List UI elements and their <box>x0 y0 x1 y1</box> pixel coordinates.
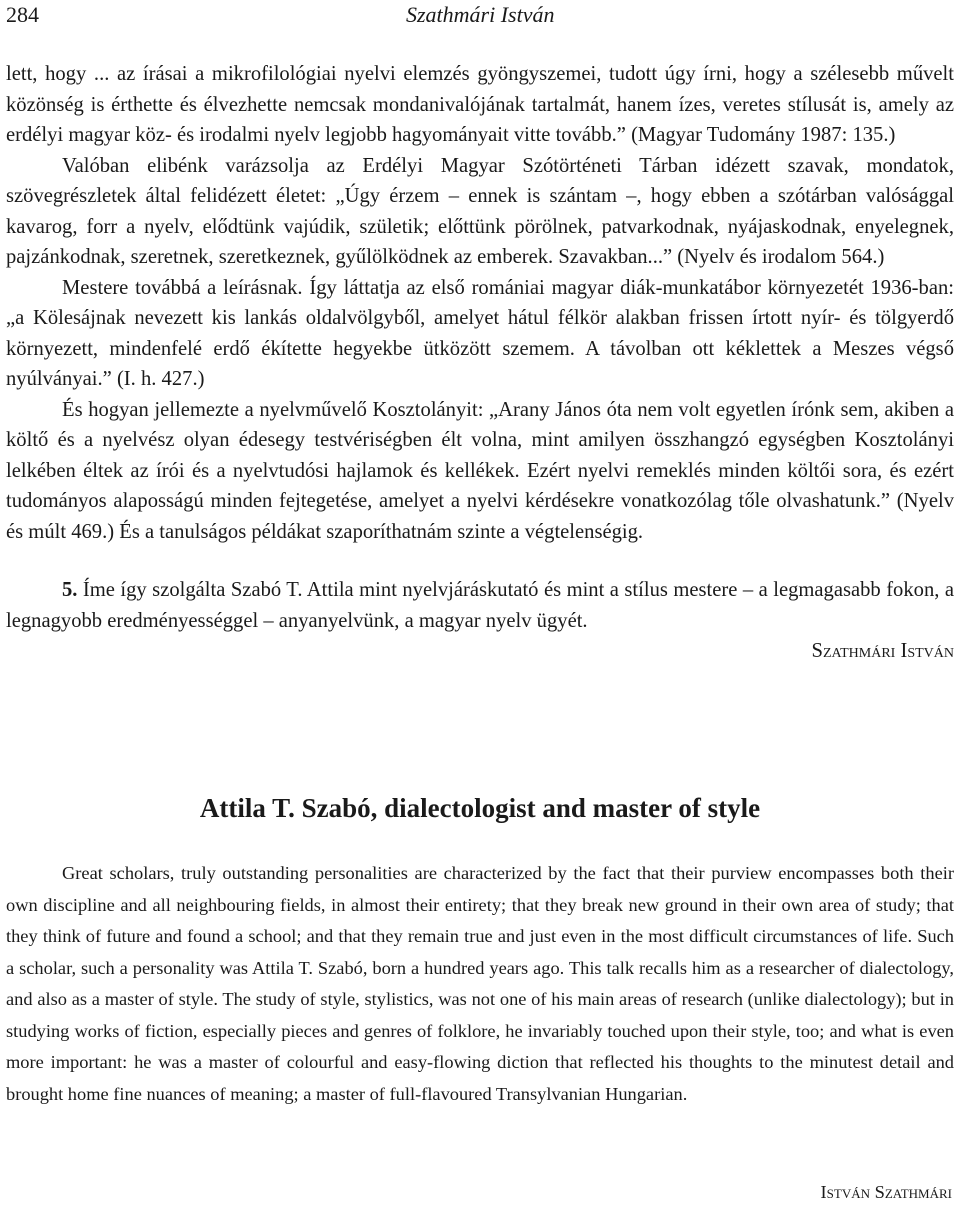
running-head <box>6 2 954 32</box>
author-signature: Szathmári István <box>811 640 954 662</box>
section-gap <box>6 547 954 575</box>
paragraph-5 <box>6 575 954 636</box>
running-title: Szathmári István <box>406 2 555 27</box>
article-body <box>6 59 954 667</box>
english-title: Attila T. Szabó, dialectologist and master of style <box>199 793 761 823</box>
paragraph-4: És hogyan jellemezte a nyelvművelő Kosztolányit: „Arany János óta nem volt egyetlen írónk sem, akiben a költő és a nyelvész olyan édesegy testvériségben élt volna, mint amilyen összhangzó egységben Kosztolányi lelkében éltek az írói és a nyelvtudósi hajlamok és kellékek. Ezért nyelvi remeklés minden költői sora, és ezért tudományos alaposságú minden fejtegetése, amelyet a nyelvi kérdésekre vonatkozólag tőle olvashatunk.” (Nyelv és múlt 469.) És a tanulságos példákat szaporíthatnám szinte a végtelenségig. <box>6 398 954 543</box>
paragraph-3: Mestere továbbá a leírásnak. Így láttatja az első romániai magyar diák-munkatábor környezetét 1936-ban: „a Kölesájnak nevezett kis lankás oldalvölgyből, amelyet hátul félkör alakban frissen írtott nyír- és tölgyerdő környezett, mindenfelé erdő ékítette hegyekbe ütközött szemem. A távolban ott kéklettek a Meszes végső nyúlványai.” (I. h. 427.) <box>6 276 954 390</box>
abstract-text: Great scholars, truly outstanding personalities are characterized by the fact that their purview encompasses both their own discipline and all neighbouring fields, in almost their entirety; that they break new ground in their own area of study; that they think of future and found a school; and that they remain true and just even in the most difficult circumstances of life. Such a scholar, such a personality was Attila T. Szabó, born a hundred years ago. This talk recalls him as a researcher of dialectology, and also as a master of style. The study of style, stylistics, was not one of his main areas of research (unlike dialectology); but in studying works of fiction, especially pieces and genres of folklore, he invariably touched upon their style, too; and what is even more important: he was a master of colourful and easy-flowing diction that reflected his thoughts to the minutest detail and brought home fine nuances of meaning; a master of full-flavoured Transylvanian Hungarian. <box>6 863 954 1104</box>
abstract-signature: István Szathmári <box>820 1182 952 1202</box>
english-abstract <box>6 858 954 1110</box>
paragraph-2: Valóban elibénk varázsolja az Erdélyi Magyar Szótörténeti Tárban idézett szavak, mondatok, szövegrészletek által felidézett életet: „Úgy érzem – ennek is szántam –, hogy ebben a szótárban valósággal kavarog, forr a nyelv, elődtünk vajúdik, születik; előttünk pörölnek, patvarkodnak, nyájaskodnak, enyelegnek, pajzánkodnak, szeretnek, szeretkeznek, gyűlölködnek az emberek. Szavakban...” (Nyelv és irodalom 564.) <box>6 154 954 268</box>
page-number: 284 <box>6 2 39 27</box>
paragraph-1: lett, hogy ... az írásai a mikrofilológiai nyelvi elemzés gyöngyszemei, tudott úgy írni, hogy a szélesebb művelt közönség is érthette és élvezhette nemcsak mondanivalójának tartalmát, hanem ízes, veretes stílusát is, amely az erdélyi magyar köz- és irodalmi nyelv legjobb hagyományait vitte tovább.” (Magyar Tudomány 1987: 135.) <box>6 63 954 146</box>
section-number: 5. <box>62 579 78 601</box>
paragraph-5-text: Íme így szolgálta Szabó T. Attila mint nyelvjáráskutató és mint a stílus mestere – a legmagasabb fokon, a legnagyobb eredményességgel – anyanyelvünk, a magyar nyelv ügyét. <box>6 579 954 632</box>
